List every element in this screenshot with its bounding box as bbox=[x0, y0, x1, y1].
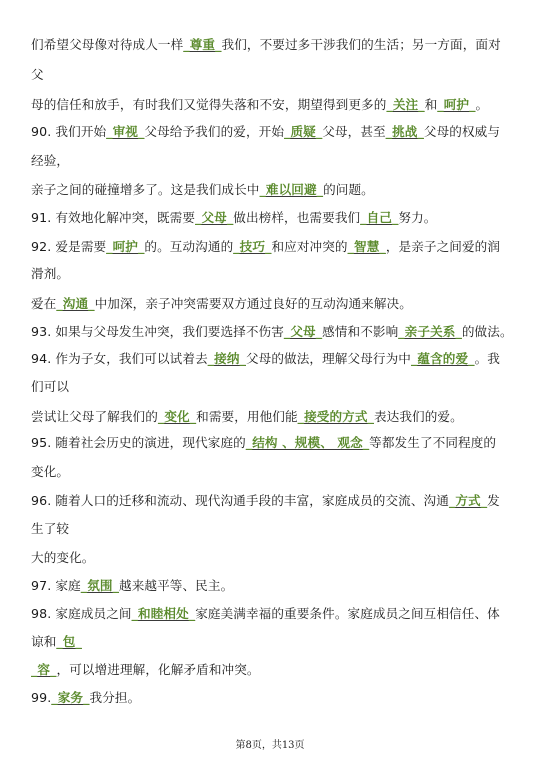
line-text: 90. 我们开始 bbox=[31, 124, 107, 139]
text-line bbox=[31, 378, 518, 396]
line-text: 谅和 bbox=[31, 634, 57, 649]
line-text: 98. 家庭成员之间 bbox=[31, 606, 132, 621]
line-text: 92. 爱是需要 bbox=[31, 239, 107, 254]
line-text: 和 bbox=[424, 97, 438, 112]
line-text: 发 bbox=[487, 493, 500, 508]
text-line bbox=[31, 549, 518, 567]
line-text: 父母，甚至 bbox=[322, 124, 386, 139]
line-text: 97. 家庭 bbox=[31, 578, 81, 593]
text-line bbox=[31, 633, 518, 651]
text-line bbox=[31, 463, 518, 481]
text-line bbox=[31, 123, 518, 141]
text-line bbox=[31, 209, 518, 227]
text-line bbox=[31, 66, 518, 84]
answer-blank: _沟通_ bbox=[56, 296, 95, 311]
answer-blank: _变化_ bbox=[157, 409, 197, 424]
line-text: 91. 有效地化解冲突，既需要 bbox=[31, 210, 196, 225]
text-line bbox=[31, 434, 518, 452]
line-text: 滑剂。 bbox=[31, 266, 70, 281]
line-text: 99. bbox=[31, 690, 52, 705]
line-text: 父母给予我们的爱，开始 bbox=[144, 124, 285, 139]
text-line bbox=[31, 238, 518, 256]
answer-blank: _挑战_ bbox=[385, 124, 424, 139]
line-text: 我们，不要过多干涉我们的生活；另一方面，面对 bbox=[221, 37, 501, 52]
answer-blank: _和睦相处_ bbox=[131, 606, 196, 621]
answer-blank: _尊重_ bbox=[183, 37, 222, 52]
answer-blank: _智慧_ bbox=[347, 239, 386, 254]
line-text: 父母的做法，理解父母行为中 bbox=[245, 351, 411, 366]
text-line bbox=[31, 96, 518, 114]
answer-blank: _接纳_ bbox=[207, 351, 246, 366]
line-text: 生了较 bbox=[31, 521, 70, 536]
line-text: ，是亲子之间爱的润 bbox=[385, 239, 501, 254]
text-line bbox=[31, 520, 518, 538]
line-text: 父母的权威与 bbox=[423, 124, 501, 139]
answer-blank: _呵护_ bbox=[437, 97, 476, 112]
text-line bbox=[31, 577, 518, 595]
line-text: 表达我们的爱。 bbox=[373, 409, 463, 424]
line-text: ，可以增进理解，化解矛盾和冲突。 bbox=[56, 662, 260, 677]
answer-blank: _蕴含的爱_ bbox=[410, 351, 475, 366]
text-line bbox=[31, 350, 518, 368]
answer-blank: _难以回避_ bbox=[259, 182, 324, 197]
answer-blank: _技巧_ bbox=[233, 239, 272, 254]
line-text: 做出榜样，也需要我们 bbox=[233, 210, 361, 225]
line-text: 。 bbox=[475, 97, 489, 112]
text-line bbox=[31, 36, 518, 54]
answer-blank: _家务_ bbox=[51, 690, 90, 705]
answer-blank: _审视_ bbox=[106, 124, 145, 139]
line-text: 。我 bbox=[474, 351, 500, 366]
line-text: 母的信任和放手，有时我们又觉得失落和不安，期望得到更多的 bbox=[31, 97, 387, 112]
line-text: 的做法。 bbox=[461, 324, 513, 339]
text-line bbox=[31, 323, 518, 341]
answer-blank: _接受的方式_ bbox=[297, 409, 374, 424]
line-text: 大的变化。 bbox=[31, 550, 95, 565]
page-footer: 第8页，共13页 bbox=[235, 740, 305, 751]
line-text: 94. 作为子女，我们可以试着去 bbox=[31, 351, 208, 366]
line-text: 家庭美满幸福的重要条件。家庭成员之间互相信任、体 bbox=[195, 606, 500, 621]
text-line bbox=[31, 408, 518, 426]
line-text: 越来越平等、民主。 bbox=[119, 578, 234, 593]
line-text: 们希望父母像对待成人一样 bbox=[31, 37, 184, 52]
answer-blank: _呵护_ bbox=[106, 239, 145, 254]
answer-blank: _亲子关系_ bbox=[398, 324, 462, 339]
answer-blank: _结构 、规模、 观念_ bbox=[245, 435, 370, 450]
line-text: 经验， bbox=[31, 153, 70, 168]
line-text: 96. 随着人口的迁移和流动、现代沟通手段的丰富，家庭成员的交流、沟通 bbox=[31, 493, 449, 508]
line-text: 尝试让父母了解我们的 bbox=[31, 409, 158, 424]
answer-blank: _包_ bbox=[56, 634, 82, 649]
answer-blank: _质疑_ bbox=[284, 124, 323, 139]
text-line bbox=[31, 181, 518, 199]
line-text: 和需要，用他们能 bbox=[196, 409, 298, 424]
text-line bbox=[31, 152, 518, 170]
text-line bbox=[31, 605, 518, 623]
line-text: 的问题。 bbox=[323, 182, 374, 197]
line-text: 变化。 bbox=[31, 464, 70, 479]
answer-blank: _氛围_ bbox=[80, 578, 120, 593]
answer-blank: _父母_ bbox=[195, 210, 234, 225]
answer-blank: _关注_ bbox=[386, 97, 425, 112]
answer-blank: _父母_ bbox=[283, 324, 323, 339]
text-line bbox=[31, 295, 518, 313]
line-text: 的。互动沟通的 bbox=[144, 239, 234, 254]
text-line bbox=[31, 492, 518, 510]
line-text: 等都发生了不同程度的 bbox=[369, 435, 497, 450]
answer-blank: _自己_ bbox=[360, 210, 399, 225]
text-line bbox=[31, 661, 518, 679]
line-text: 们可以 bbox=[31, 379, 70, 394]
line-text: 亲子之间的碰撞增多了。这是我们成长中 bbox=[31, 182, 260, 197]
answer-blank: _方式_ bbox=[448, 493, 488, 508]
line-text: 努力。 bbox=[398, 210, 437, 225]
line-text: 93. 如果与父母发生冲突，我们要选择不伤害 bbox=[31, 324, 284, 339]
line-text: 我分担。 bbox=[89, 690, 141, 705]
line-text: 爱在 bbox=[31, 296, 57, 311]
text-line bbox=[31, 689, 518, 707]
text-line bbox=[31, 265, 518, 283]
line-text: 父 bbox=[31, 67, 44, 82]
line-text: 和应对冲突的 bbox=[271, 239, 348, 254]
line-text: 95. 随着社会历史的演进，现代家庭的 bbox=[31, 435, 246, 450]
line-text: 感情和不影响 bbox=[322, 324, 399, 339]
answer-blank: _容_ bbox=[31, 662, 57, 677]
line-text: 中加深，亲子冲突需要双方通过良好的互动沟通来解决。 bbox=[94, 296, 412, 311]
